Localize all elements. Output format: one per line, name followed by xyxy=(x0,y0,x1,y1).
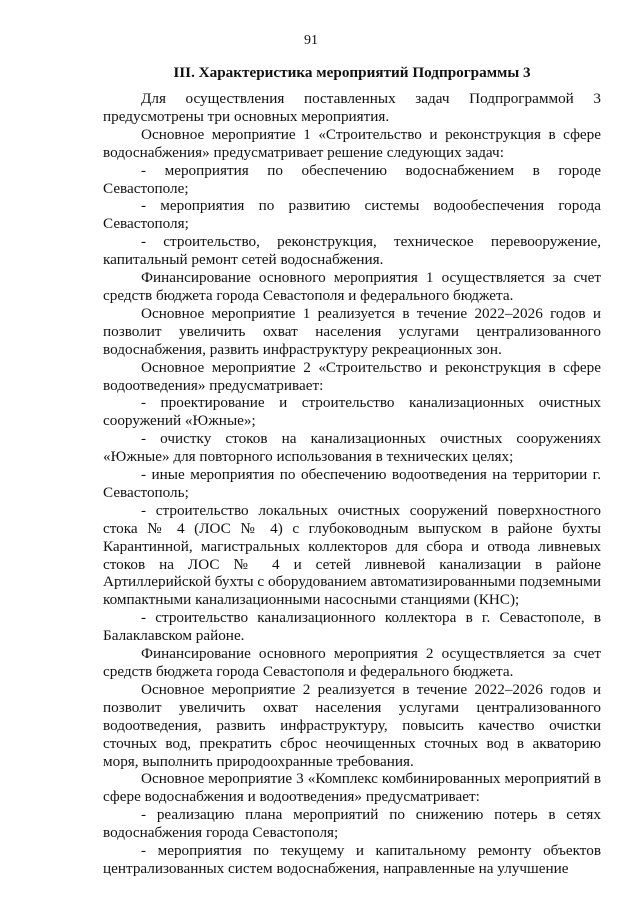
list-item-2-1: - проектирование и строительство канализационных очистных сооружений «Южные»; xyxy=(103,394,601,430)
paragraph-measure-3: Основное мероприятие 3 «Комплекс комбинированных мероприятий в сфере водоснабжения и водоотведения» предусматривает: xyxy=(103,770,601,806)
paragraph-intro: Для осуществления поставленных задач Подпрограммой 3 предусмотрены три основных мероприятия. xyxy=(103,90,601,125)
paragraph-measure-1: Основное мероприятие 1 «Строительство и реконструкция в сфере водоснабжения» предусматривает решение следующих задач: xyxy=(103,125,601,161)
list-item-1-2: - мероприятия по развитию системы водообеспечения города Севастополя; xyxy=(103,197,601,233)
page-number: 91 xyxy=(304,33,318,48)
list-item-2-4: - строительство локальных очистных сооружений поверхностного стока № 4 (ЛОС № 4) с глубоководным выпуском в районе бухты Карантинной, магистральных коллекторов для сбора и отвода ливневых стоков на ЛОС № 4 и сетей ливневой канализации в районе Артиллерийской бухты с оборудованием автоматизированными подземными компактными канализационными насосными станциями (КНС); xyxy=(103,501,601,609)
paragraph-financing-1: Финансирование основного мероприятия 1 осуществляется за счет средств бюджета города Севастополя и федерального бюджета. xyxy=(103,269,601,304)
document-body xyxy=(103,90,601,878)
paragraph-period-2: Основное мероприятие 2 реализуется в течение 2022–2026 годов и позволит увеличить охват населения услугами централизованного водоотведения, развить инфраструктуру, повысить качество очистки сточных вод, прекратить сброс неочищенных сточных вод в акваторию моря, выполнить природоохранные требования. xyxy=(103,680,601,770)
paragraph-financing-2: Финансирование основного мероприятия 2 осуществляется за счет средств бюджета города Севастополя и федерального бюджета. xyxy=(103,645,601,680)
list-item-1-1: - мероприятия по обеспечению водоснабжением в городе Севастополе; xyxy=(103,161,601,197)
list-item-3-2: - мероприятия по текущему и капитальному ремонту объектов централизованных систем водоснабжения, направленные на улучшение xyxy=(103,842,601,877)
list-item-2-2: - очистку стоков на канализационных очистных сооружениях «Южные» для повторного использования в технических целях; xyxy=(103,430,601,466)
list-item-3-1: - реализацию плана мероприятий по снижению потерь в сетях водоснабжения города Севастополя; xyxy=(103,806,601,842)
list-item-2-5: - строительство канализационного коллектора в г. Севастополе, в Балаклавском районе. xyxy=(103,609,601,645)
list-item-2-3: - иные мероприятия по обеспечению водоотведения на территории г. Севастополь; xyxy=(103,466,601,501)
section-title: III. Характеристика мероприятий Подпрограммы 3 xyxy=(173,64,531,81)
paragraph-period-1: Основное мероприятие 1 реализуется в течение 2022–2026 годов и позволит увеличить охват населения услугами централизованного водоснабжения, развить инфраструктуру рекреационных зон. xyxy=(103,304,601,358)
list-item-1-3: - строительство, реконструкция, техническое перевооружение, капитальный ремонт сетей водоснабжения. xyxy=(103,233,601,269)
paragraph-measure-2: Основное мероприятие 2 «Строительство и реконструкция в сфере водоотведения» предусматривает: xyxy=(103,358,601,394)
